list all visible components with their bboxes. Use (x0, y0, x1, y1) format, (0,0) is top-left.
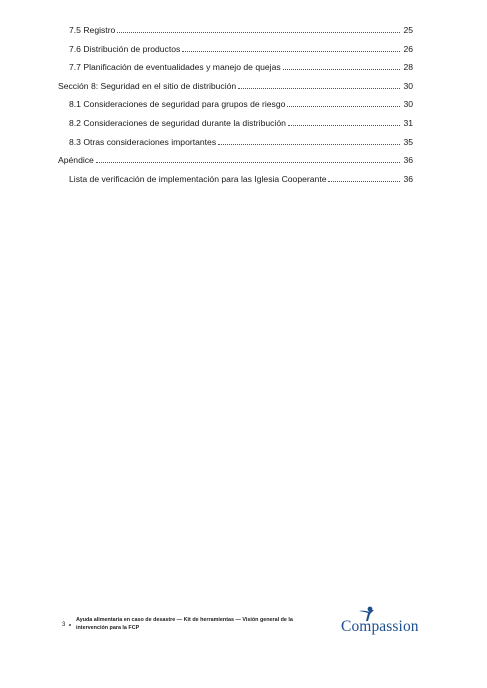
toc-entry-label: 7.7 Planificación de eventualidades y manejo de quejas (69, 62, 281, 73)
toc-leader-dots (287, 100, 400, 107)
toc-entry[interactable] (58, 45, 413, 54)
bullet-icon (69, 624, 71, 626)
toc-entry[interactable] (58, 119, 413, 128)
toc-entry[interactable] (58, 63, 413, 72)
toc-entry[interactable] (58, 82, 413, 91)
toc-entry[interactable] (58, 100, 413, 109)
toc-leader-dots (218, 138, 400, 145)
toc-entry-page: 30 (403, 99, 413, 110)
page-number: 3 (62, 622, 66, 628)
toc-leader-dots (96, 156, 400, 163)
toc-leader-dots (117, 26, 400, 33)
compassion-logo (341, 606, 433, 640)
toc-leader-dots (328, 175, 400, 182)
toc-entry[interactable] (58, 156, 413, 165)
toc-leader-dots (238, 82, 400, 89)
toc-entry-label: Apéndice (58, 155, 94, 166)
toc-entry-page: 25 (403, 25, 413, 35)
toc-leader-dots (288, 119, 400, 126)
toc-entry-page: 31 (403, 117, 413, 128)
toc-entry[interactable] (58, 138, 413, 147)
logo-wordmark: Compassion (341, 618, 419, 635)
toc-entry-label: Sección 8: Seguridad en el sitio de distribución (58, 80, 237, 91)
toc-entry-label: 8.3 Otras consideraciones importantes (69, 136, 217, 147)
toc-entry-label: 7.6 Distribución de productos (69, 43, 181, 54)
toc-leader-dots (283, 63, 400, 70)
toc-entry-page: 36 (403, 155, 413, 166)
toc-entry-label: 8.1 Consideraciones de seguridad para grupos de riesgo (69, 99, 286, 110)
toc-entry-page: 26 (403, 43, 413, 54)
toc-entry-label: 7.5 Registro (69, 25, 116, 35)
footer-title: Ayuda alimentaria en caso de desastre — Kit de herramientas — Visión general de la intervención para la FCP (76, 617, 293, 631)
toc-entry[interactable] (58, 175, 413, 184)
table-of-contents (58, 26, 413, 193)
toc-entry-label: Lista de verificación de implementación para las Iglesia Cooperante (69, 173, 327, 184)
page-footer (62, 614, 432, 644)
toc-entry-label: 8.2 Consideraciones de seguridad durante la distribución (69, 117, 286, 128)
toc-entry-page: 30 (403, 80, 413, 91)
toc-entry-page: 35 (403, 136, 413, 147)
toc-leader-dots (182, 45, 400, 52)
toc-entry-page: 28 (403, 62, 413, 73)
toc-entry[interactable] (58, 26, 413, 35)
toc-entry-page: 36 (403, 173, 413, 184)
